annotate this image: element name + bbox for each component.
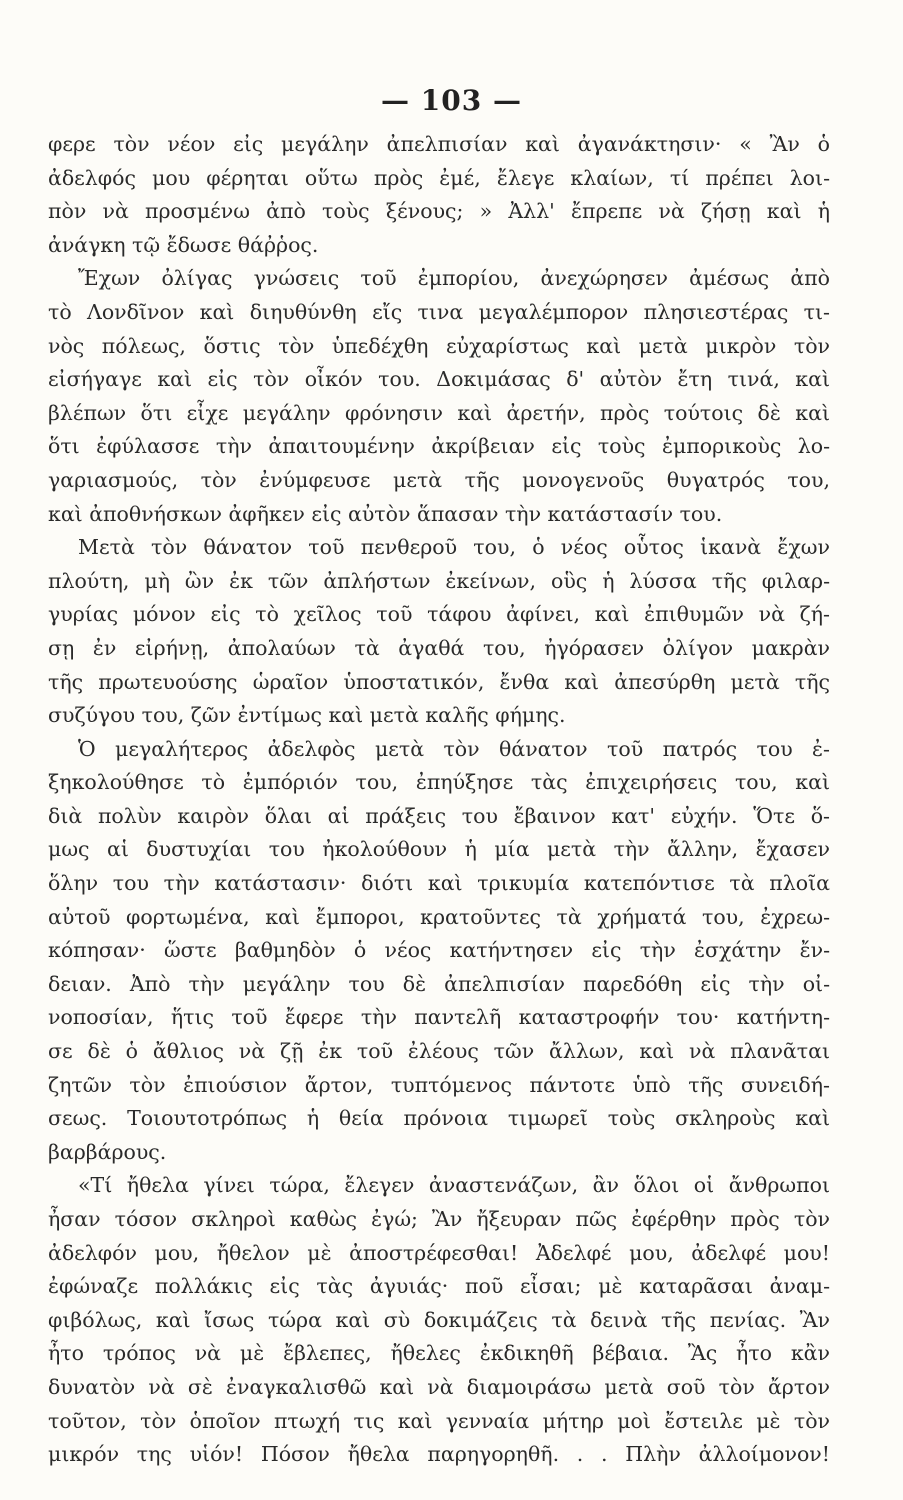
text-line: ξηκολούθησε τὸ ἐμπόριόν του, ἐπηύξησε τὰς ἐπιχειρήσεις του, καὶ <box>48 770 830 795</box>
text-line: δυνατὸν νὰ σὲ ἐναγκαλισθῶ καὶ νὰ διαμοιράσω μετὰ σοῦ τὸν ἄρτον <box>48 1374 830 1399</box>
text-line: μως αἱ δυστυχίαι του ἠκολούθουν ἡ μία μετὰ τὴν ἄλλην, ἔχασεν <box>48 837 830 862</box>
text-line: βαρβάρους. <box>48 1139 167 1164</box>
text-line: ἦσαν τόσον σκληροὶ καθὼς ἐγώ; Ἂν ἤξευραν πῶς ἐφέρθην πρὸς τὸν <box>48 1207 830 1231</box>
text-line: γυρίας μόνον εἰς τὸ χεῖλος τοῦ τάφου ἀφίνει, καὶ ἐπιθυμῶν νὰ ζή- <box>48 602 830 627</box>
text-line: νὸς πόλεως, ὅστις τὸν ὑπεδέχθη εὐχαρίστως καὶ μετὰ μικρὸν τὸν <box>48 333 830 358</box>
text-line: συζύγου του, ζῶν ἐντίμως καὶ μετὰ καλῆς φήμης. <box>48 703 566 728</box>
text-line: ὅτι ἐφύλασσε τὴν ἀπαιτουμένην ἀκρίβειαν εἰς τοὺς ἐμπορικοὺς λο- <box>48 434 830 459</box>
text-line: σεως. Τοιουτοτρόπως ἡ θεία πρόνοια τιμωρεῖ τοὺς σκληροὺς καὶ <box>48 1106 830 1131</box>
text-line: μικρόν της υἱόν! Πόσον ἤθελα παρηγορηθῆ. . . Πλὴν ἀλλοίμονον! <box>48 1442 830 1467</box>
text-line: «Τί ἤθελα γίνει τώρα, ἔλεγεν ἀναστενάζων, ἂν ὅλοι οἱ ἄνθρωποι <box>78 1173 830 1198</box>
body-text <box>48 128 830 1472</box>
text-line: πλούτη, μὴ ὢν ἐκ τῶν ἀπλήστων ἐκείνων, οὓς ἡ λύσσα τῆς φιλαρ- <box>48 568 830 593</box>
text-line: ἀδελφός μου φέρηται οὕτω πρὸς ἐμέ, ἔλεγε κλαίων, τί πρέπει λοι- <box>48 165 830 190</box>
text-line: τοῦτον, τὸν ὁποῖον πτωχή τις καὶ γενναία μήτηρ μοὶ ἔστειλε μὲ τὸν <box>48 1408 830 1433</box>
text-line: εἰσήγαγε καὶ εἰς τὸν οἶκόν του. Δοκιμάσας δ' αὐτὸν ἔτη τινά, καὶ <box>48 367 830 392</box>
text-line: ζητῶν τὸν ἐπιούσιον ἄρτον, τυπτόμενος πάντοτε ὑπὸ τῆς συνειδή- <box>48 1072 830 1097</box>
page-number: — 103 — <box>381 84 522 117</box>
text-line: ἐφώναζε πολλάκις εἰς τὰς ἀγυιάς· ποῦ εἶσαι; μὲ καταρᾶσαι ἀναμ- <box>48 1274 830 1299</box>
text-line: ἀνάγκη τῷ ἔδωσε θάῤῥος. <box>48 232 319 257</box>
text-line: ἀδελφόν μου, ἤθελον μὲ ἀποστρέφεσθαι! Ἀδελφέ μου, ἀδελφέ μου! <box>48 1240 830 1265</box>
text-line: τῆς πρωτευούσης ὡραῖον ὑποστατικόν, ἔνθα καὶ ἀπεσύρθη μετὰ τῆς <box>48 669 830 694</box>
text-line: γαριασμούς, τὸν ἐνύμφευσε μετὰ τῆς μονογενοῦς θυγατρός του, <box>48 467 830 492</box>
text-line: σῃ ἐν εἰρήνῃ, ἀπολαύων τὰ ἀγαθά του, ἠγόρασεν ὀλίγον μακρὰν <box>48 635 830 660</box>
text-line: Ἔχων ὀλίγας γνώσεις τοῦ ἐμπορίου, ἀνεχώρησεν ἀμέσως ἀπὸ <box>78 266 830 291</box>
text-line: σε δὲ ὁ ἄθλιος νὰ ζῇ ἐκ τοῦ ἐλέους τῶν ἄλλων, καὶ νὰ πλανᾶται <box>48 1039 830 1064</box>
text-line: κόπησαν· ὥστε βαθμηδὸν ὁ νέος κατήντησεν εἰς τὴν ἐσχάτην ἔν- <box>48 938 830 963</box>
text-line: φερε τὸν νέον εἰς μεγάλην ἀπελπισίαν καὶ ἀγανάκτησιν· « Ἂν ὁ <box>48 132 830 156</box>
text-line: ὅλην του τὴν κατάστασιν· διότι καὶ τρικυμία κατεπόντισε τὰ πλοῖα <box>48 871 830 896</box>
text-line: Μετὰ τὸν θάνατον τοῦ πενθεροῦ του, ὁ νέος οὗτος ἱκανὰ ἔχων <box>78 535 830 560</box>
text-line: δειαν. Ἀπὸ τὴν μεγάλην του δὲ ἀπελπισίαν παρεδόθη εἰς τὴν οἰ- <box>48 971 830 996</box>
text-line: νοποσίαν, ἥτις τοῦ ἔφερε τὴν παντελῆ καταστροφήν του· κατήντη- <box>48 1005 830 1030</box>
text-line: φιβόλως, καὶ ἴσως τώρα καὶ σὺ δοκιμάζεις τὰ δεινὰ τῆς πενίας. Ἂν <box>48 1307 830 1332</box>
text-line: βλέπων ὅτι εἶχε μεγάλην φρόνησιν καὶ ἀρετήν, πρὸς τούτοις δὲ καὶ <box>48 400 830 425</box>
text-line: αὐτοῦ φορτωμένα, καὶ ἔμποροι, κρατοῦντες τὰ χρήματά του, ἐχρεω- <box>48 904 830 929</box>
text-line: διὰ πολὺν καιρὸν ὅλαι αἱ πράξεις του ἔβαινον κατ' εὐχήν. Ὅτε ὅ- <box>48 803 830 828</box>
text-line: Ὁ μεγαλήτερος ἀδελφὸς μετὰ τὸν θάνατον τοῦ πατρός του ἐ- <box>78 736 830 761</box>
text-line: ἦτο τρόπος νὰ μὲ ἔβλεπες, ἤθελες ἐκδικηθῆ βέβαια. Ἂς ἦτο κἂν <box>48 1341 830 1366</box>
text-line: πὸν νὰ προσμένω ἀπὸ τοὺς ξένους; » Ἀλλ' ἔπρεπε νὰ ζήσῃ καὶ ἡ <box>48 199 830 224</box>
text-line: καὶ ἀποθνήσκων ἀφῆκεν εἰς αὐτὸν ἅπασαν τὴν κατάστασίν του. <box>48 501 723 526</box>
text-line: τὸ Λονδῖνον καὶ διηυθύνθη εἴς τινα μεγαλέμπορον πλησιεστέρας τι- <box>48 299 830 324</box>
